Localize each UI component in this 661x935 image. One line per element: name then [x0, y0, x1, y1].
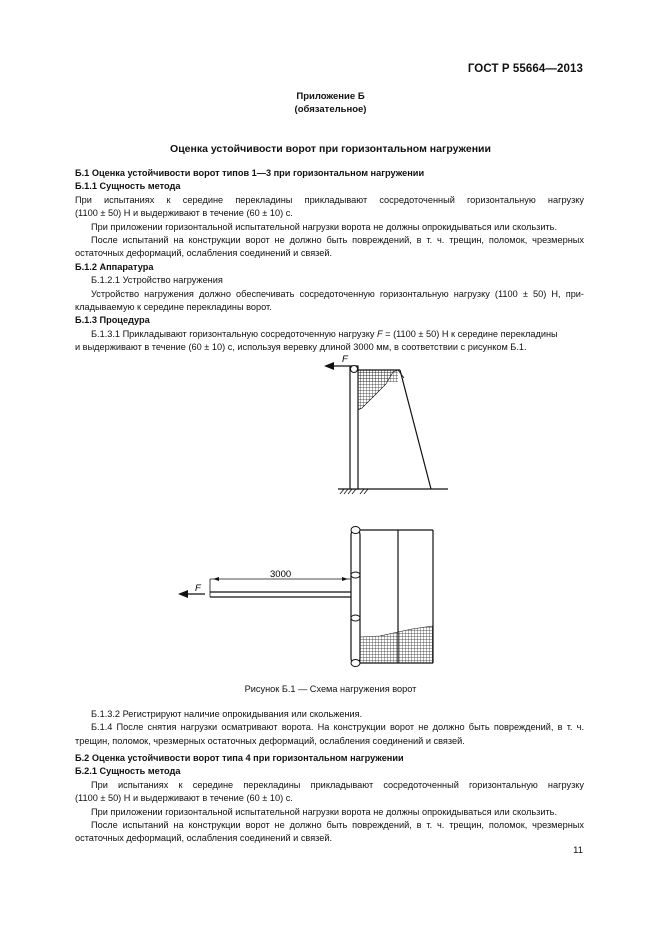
subsection-heading: Б.1.2 Аппаратура: [75, 261, 154, 272]
paragraph-line: При испытаниях к середине перекладины прикладывают сосредоточенный горизонтальную нагрузку: [75, 194, 584, 205]
subsection-heading: Б.1.1 Сущность метода: [75, 181, 181, 192]
appendix-status: (обязательное): [294, 104, 367, 115]
appendix-title: Приложение Б: [296, 91, 365, 102]
paragraph-line: При приложении горизонтальной испытательной нагрузки ворота не должны опрокидываться или скользить.: [91, 806, 558, 817]
paragraph-line: Б.1.4 После снятия нагрузки осматривают ворота. На конструкции ворот не должно быть повреждений, в т. ч.: [91, 722, 584, 733]
standard-number: ГОСТ Р 55664—2013: [467, 63, 583, 75]
side-view: [324, 362, 448, 494]
section-b2: [75, 752, 584, 846]
dimension-label: 3000: [270, 569, 292, 580]
paragraph-line: (1100 ± 50) Н и выдерживают в течение (60 ± 10) с.: [75, 208, 293, 219]
section-b1-continued: [75, 708, 584, 748]
subsection-heading: Б.2.1 Сущность метода: [75, 766, 181, 777]
main-title: Оценка устойчивости ворот при горизонтальном нагружении: [170, 143, 491, 155]
paragraph-line: кладываемую к середине перекладины ворот.: [75, 302, 272, 313]
paragraph-line: После испытаний на конструкции ворот не должно быть повреждений, в т. ч. трещин, поломок, чрезмерных: [91, 820, 584, 831]
section-heading: Б.2 Оценка устойчивости ворот типа 4 при горизонтальном нагружении: [75, 753, 404, 763]
page-number: 11: [573, 845, 583, 856]
paragraph-line: остаточных деформаций, ослабления соединений и связей.: [75, 833, 333, 844]
force-label-bottom: F: [195, 583, 201, 594]
section-heading: Б.1 Оценка устойчивости ворот типов 1—3 при горизонтальном нагружении: [75, 168, 425, 178]
figure-caption: Рисунок Б.1 — Схема нагружения ворот: [244, 684, 417, 694]
paragraph-line: Б.1.3.2 Регистрируют наличие опрокидывания или скольжения.: [91, 709, 363, 719]
paragraph-line: При приложении горизонтальной испытательной нагрузки ворота не должны опрокидываться или скользить.: [91, 221, 558, 232]
paragraph-line: и выдерживают в течение (60 ± 10) с, используя веревку длиной 3000 мм, в соответствии с рисунком Б.1.: [75, 342, 527, 353]
paragraph-line: трещин, поломок, чрезмерных остаточных деформаций, ослабления соединений и связей.: [75, 735, 465, 746]
paragraph-line: Б.1.3.1 Прикладывают горизонтальную сосредоточенную нагрузку F = (1100 ± 50) Н к середине перекладины: [91, 328, 558, 339]
paragraph-line: (1100 ± 50) Н и выдерживают в течение (60 ± 10) с.: [75, 793, 293, 804]
force-label-top: F: [342, 354, 348, 365]
paragraph-line: Б.1.2.1 Устройство нагружения: [91, 275, 223, 286]
paragraph-line: После испытаний на конструкции ворот не должно быть повреждений, в т. ч. трещин, поломок, чрезмерных: [91, 235, 584, 246]
top-view: [178, 527, 433, 667]
paragraph-line: остаточных деформаций, ослабления соединений и связей.: [75, 248, 333, 259]
paragraph-line: При испытаниях к середине перекладины прикладывают сосредоточенный горизонтальную нагрузку: [91, 779, 584, 790]
subsection-heading: Б.1.3 Процедура: [75, 315, 150, 326]
paragraph-line: Устройство нагружения должно обеспечивать сосредоточенную горизонтальную нагрузку (1100 ± 50) Н, при-: [91, 288, 584, 299]
